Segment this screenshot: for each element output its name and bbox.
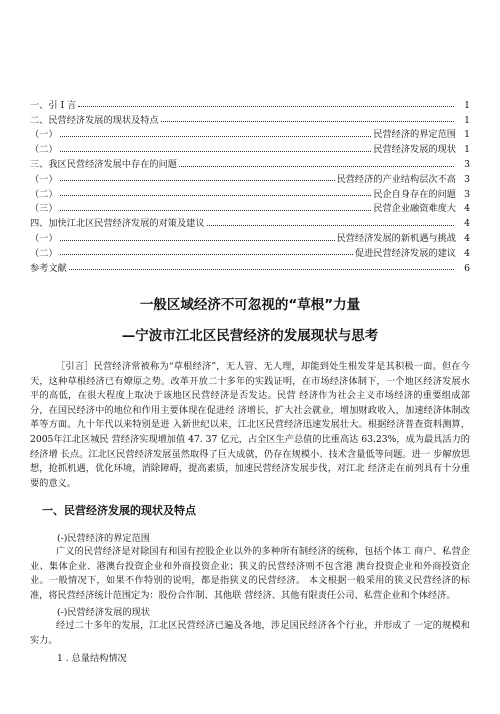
toc-row xyxy=(30,111,470,126)
toc-label: （一） xyxy=(30,129,58,141)
toc-page-number: 4 xyxy=(464,218,470,230)
toc-page-number: 1 xyxy=(464,144,470,156)
toc-dot-leader xyxy=(60,150,372,152)
toc-dot-leader xyxy=(60,194,372,196)
toc-page-number: 1 xyxy=(464,99,470,111)
toc-label: （三） xyxy=(30,203,58,215)
status-paragraph: 经过二十多年的发展，江北区民营经济已遍及各地，涉足国民经济各个行业，并形成了 一定的规模和实力。 xyxy=(30,620,470,646)
toc-page-number: 1 xyxy=(464,129,470,141)
toc-label: （二） xyxy=(30,188,58,200)
definition-paragraph: 广义的民营经济是对除国有和国有控股企业以外的多种所有制经济的统称，包括个体工 商户、私营企业、集体企业、港澳台投资企业和外商投资企业；狭义的民营经济则不包含港 澳台投资企业和外商投资企业。一般情况下，如果不作特别的说明，都是指狭义的民营经济。 本文根据一般采用的狭义民营经济的标准，将民营经济统计范围定为：股份合作制、其他联 营经济、其他有限责任公司、私营企业和个体经济。 xyxy=(30,546,470,601)
toc-label: （一） xyxy=(30,173,58,185)
toc-dot-leader xyxy=(60,239,335,241)
toc-label: 参考文献 xyxy=(30,262,67,274)
toc-page-number: 4 xyxy=(464,203,470,215)
toc-entry-title: 民营企业融资难度大 xyxy=(373,203,456,215)
toc-row xyxy=(30,140,470,155)
toc-label: （二） xyxy=(30,144,58,156)
toc-entry-title: 促进民营经济发展的建议 xyxy=(354,247,456,259)
toc-entry-title: 民营经济的产业结构层次不高 xyxy=(336,173,456,185)
toc-label: 三、我区民营经济发展中存在的问题 xyxy=(30,158,177,170)
toc-row xyxy=(30,244,470,259)
toc-dot-leader xyxy=(60,179,335,181)
table-of-contents xyxy=(30,96,470,274)
toc-label: （一） xyxy=(30,232,58,244)
toc-row xyxy=(30,126,470,141)
toc-label: 二、民营经济发展的现状及特点 xyxy=(30,114,159,126)
section-1-heading: 一、民营经济发展的现状及特点 xyxy=(42,504,196,517)
toc-row xyxy=(30,185,470,200)
toc-entry-title: 民企自身存在的问题 xyxy=(373,188,456,200)
toc-dot-leader xyxy=(60,253,353,255)
document-title: 一般区域经济不可忽视的“草根”力量 xyxy=(139,297,361,313)
toc-row xyxy=(30,214,470,229)
toc-entry-title: 民营经济发展的现状 xyxy=(373,144,456,156)
toc-page-number: 4 xyxy=(464,232,470,244)
toc-row xyxy=(30,200,470,215)
toc-dot-leader xyxy=(161,120,454,122)
toc-row xyxy=(30,96,470,111)
toc-dot-leader xyxy=(207,224,454,226)
toc-page-number: 3 xyxy=(464,173,470,185)
toc-entry-title: 民营经济发展的新机遇与挑战 xyxy=(336,232,456,244)
toc-entry-title: 民营经济的界定范围 xyxy=(373,129,456,141)
toc-label: （二） xyxy=(30,247,58,259)
toc-dot-leader xyxy=(78,105,454,107)
toc-dot-leader xyxy=(60,209,372,211)
toc-row xyxy=(30,155,470,170)
subsection-1-heading: (-)民营经济的界定范围 xyxy=(57,533,150,544)
toc-page-number: 3 xyxy=(464,158,470,170)
toc-dot-leader xyxy=(179,165,454,167)
toc-label: 四、加快江北区民营经济发展的对策及建议 xyxy=(30,218,205,230)
toc-label: 一、引 I 言 xyxy=(30,99,77,111)
toc-page-number: 4 xyxy=(464,247,470,259)
list-item-heading: 1 . 总量结构情况 xyxy=(57,653,127,664)
intro-paragraph: ［引言］民营经济常被称为“草根经济”，无人管、无人理，却能到处生根发芽是其积极一面。但在今天，这种草根经济已有燎原之势。改革开放二十多年的实践证明，在市场经济体制下，一个地区经济发展水平的高低，在很大程度上取决于该地区民营经济是否发达。民营 经济作为社会主义市场经济的重要组成部分，在国民经济中的地位和作用主要体现在促进经 济增长，扩大社会就业，增加财政收入，加速经济体制改革等方面。九十年代以来特别是进 入新世纪以来，江北区民营经济迅速发展壮大。根据经济普查资料测算，2005年江北区城民 营经济实现增加值 47. 37 亿元，占全区生产总值的比重高达 63.23%，成为最具活力的经济增 长点。江北区民营经济发展虽然取得了巨大成就，仍存在规模小、技术含量低等问题。进一 步解放思想，抢抓机遇，优化环境，消除障碍，提高素质，加速民营经济发展步伐，对江北 经济走在前列具有十分重要的意义。 xyxy=(30,361,470,489)
toc-page-number: 6 xyxy=(464,262,470,274)
toc-row xyxy=(30,229,470,244)
toc-row xyxy=(30,259,470,274)
toc-dot-leader xyxy=(69,268,454,270)
document-subtitle: —宁波市江北区民营经济的发展现状与思考 xyxy=(121,328,379,344)
subsection-2-heading: (-)民营经济发展的现状 xyxy=(57,607,150,618)
toc-row xyxy=(30,170,470,185)
toc-page-number: 3 xyxy=(464,188,470,200)
toc-dot-leader xyxy=(60,135,372,137)
toc-page-number: 1 xyxy=(464,114,470,126)
